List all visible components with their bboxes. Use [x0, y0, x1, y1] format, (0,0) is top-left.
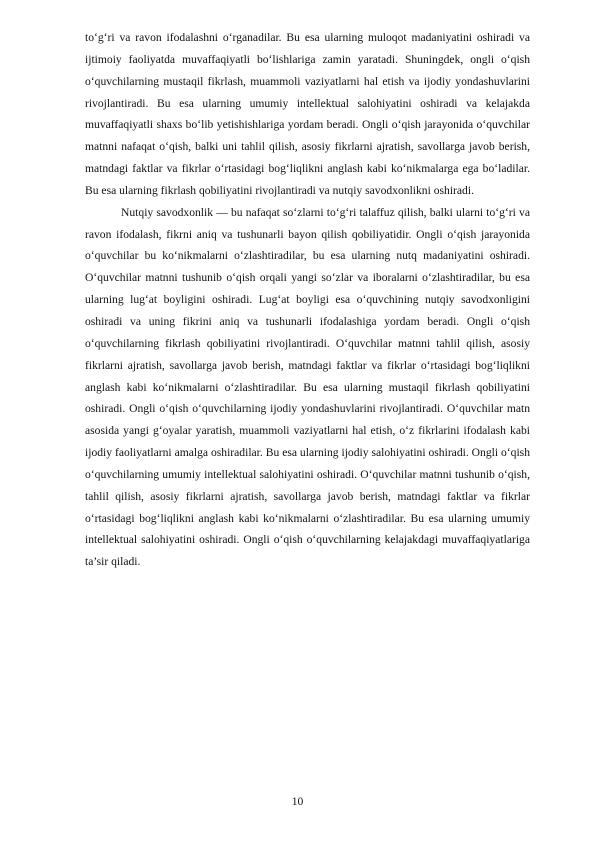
body-text — [85, 27, 530, 573]
paragraph-nutqiy-savodxonlik: Nutqiy savodxonlik — bu nafaqat so‘zlarni to‘g‘ri talaffuz qilish, balki ularni to‘g‘ri va ravon ifodalash, fikrni aniq va tushunarli bayon qilish qobiliyatidir. Ongli o‘qish jarayonida o‘quvchilar bu ko‘nikmalarni o‘zlashtiradilar, bu esa ularning nutq madaniyatini oshiradi. O‘quvchilar matnni tushunib o‘qish orqali yangi so‘zlar va iboralarni o‘zlashtiradilar, bu esa ularning lug‘at boyligini oshiradi. Lug‘at boyligi esa o‘quvchining nutqiy savodxonligini oshiradi va uning fikrini aniq va tushunarli ifodalashiga yordam beradi. Ongli o‘qish o‘quvchilarning fikrlash qobiliyatini rivojlantiradi. O‘quvchilar matnni tahlil qilish, asosiy fikrlarni ajratish, savollarga javob berish, matndagi faktlar va fikrlar o‘rtasidagi bog‘liqlikni anglash kabi ko‘nikmalarni o‘zlashtiradilar. Bu esa ularning mustaqil fikrlash qobiliyatini oshiradi. Ongli o‘qish o‘quvchilarning ijodiy yondashuvlarini rivojlantiradi. O‘quvchilar matn asosida yangi g‘oyalar yaratish, muammoli vaziyatlarni hal etish, o‘z fikrlarini ifodalash kabi ijodiy faoliyatlarni amalga oshiradilar. Bu esa ularning ijodiy salohiyatini oshiradi. Ongli o‘qish o‘quvchilarning umumiy intellektual salohiyatini oshiradi. O‘quvchilar matnni tushunib o‘qish, tahlil qilish, asosiy fikrlarni ajratish, savollarga javob berish, matndagi faktlar va fikrlar o‘rtasidagi bog‘liqlikni anglash kabi ko‘nikmalarni o‘zlashtiradilar. Bu esa ularning umumiy intellektual salohiyatini oshiradi. Ongli o‘qish o‘quvchilarning kelajakdagi muvaffaqiyatlariga ta’sir qiladi. — [85, 205, 530, 569]
paragraph-continued: to‘g‘ri va ravon ifodalashni o‘rganadilar. Bu esa ularning muloqot madaniyatini oshiradi va ijtimoiy faoliyatda muvaffaqiyatli bo‘lishlariga zamin yaratadi. Shuningdek, ongli o‘qish o‘quvchilarning mustaqil fikrlash, muammoli vaziyatlarni hal etish va ijodiy yondashuvlarini rivojlantiradi. Bu esa ularning umumiy intellektual salohiyatini oshiradi va kelajakda muvaffaqiyatli shaxs bo‘lib yetishishlariga yordam beradi. Ongli o‘qish jarayonida o‘quvchilar matnni nafaqat o‘qish, balki uni tahlil qilish, asosiy fikrlarni ajratish, savollarga javob berish, matndagi faktlar va fikrlar o‘rtasidagi bog‘liqlikni anglash kabi ko‘nikmalarga ega bo‘ladilar. Bu esa ularning fikrlash qobiliyatini rivojlantiradi va nutqiy savodxonlikni oshiradi. — [85, 31, 530, 197]
page-number: 10 — [291, 795, 304, 808]
